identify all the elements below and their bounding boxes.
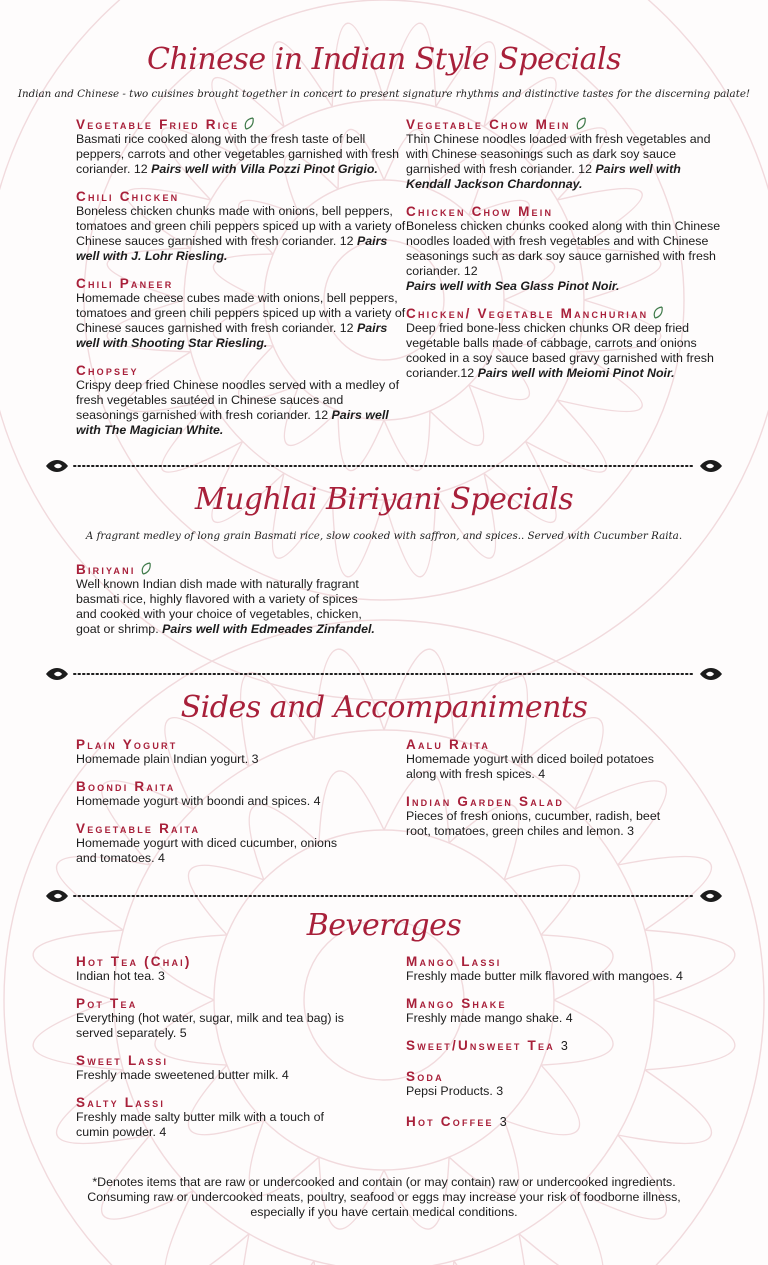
item-name: Vegetable Chow Mein — [406, 117, 571, 132]
wine-pairing: Pairs well with J. Lohr Riesling. — [76, 234, 388, 263]
menu-item — [406, 204, 726, 294]
menu-item — [76, 996, 366, 1041]
menu-item — [76, 189, 406, 264]
menu-item — [406, 954, 736, 984]
item-description: Everything (hot water, sugar, milk and tea bag) is served separately. 5 — [76, 1011, 344, 1040]
item-name: Vegetable Fried Rice — [76, 117, 240, 132]
footnote-line: especially if you have certain medical conditions. — [250, 1205, 518, 1219]
menu-item — [76, 1095, 366, 1140]
item-description: Pepsi Products. 3 — [406, 1084, 504, 1098]
item-description: Boneless chicken chunks cooked along with thin Chinese noodles loaded with fresh vegetables and with Chinese seasonings such as dark soy sauce garnished with fresh coriander. 12 — [406, 219, 721, 278]
item-description: Freshly made mango shake. 4 — [406, 1011, 573, 1025]
beverages-left-column — [76, 954, 366, 1152]
wine-pairing: Pairs well with The Magician White. — [76, 408, 389, 437]
sides-right-column — [406, 737, 686, 851]
chinese-left-column — [76, 117, 406, 450]
item-description: Well known Indian dish made with naturally fragrant basmati rice, highly flavored with a variety of spices and cooked with your choice of vegetables, chicken, goat or shrimp. — [76, 577, 362, 636]
menu-item — [76, 737, 406, 767]
footnote-line: *Denotes items that are raw or undercooked and contain (or may contain) raw or undercooked ingredients. — [92, 1175, 676, 1189]
item-name: Sweet Lassi — [76, 1053, 169, 1068]
menu-item — [406, 1069, 736, 1099]
item-name: Soda — [406, 1069, 444, 1084]
menu-item — [406, 1114, 736, 1130]
item-description: Freshly made sweetened butter milk. 4 — [76, 1068, 289, 1082]
chinese-section-title: Chinese in Indian Style Specials — [146, 42, 622, 77]
item-name: Aalu Raita — [406, 737, 491, 752]
item-description: Homemade cheese cubes made with onions, bell peppers, tomatoes and green chili peppers spiced up with a variety of Chinese sauces garnished with fresh coriander. 12 — [76, 291, 406, 335]
menu-item — [406, 996, 736, 1026]
vegetarian-leaf-icon — [243, 117, 255, 131]
item-name: Boondi Raita — [76, 779, 176, 794]
item-description: Freshly made salty butter milk with a touch of cumin powder. 4 — [76, 1110, 324, 1139]
item-description: Pieces of fresh onions, cucumber, radish, beet root, tomatoes, green chiles and lemon. 3 — [406, 809, 661, 838]
biriyani-column — [76, 562, 376, 649]
item-name: Hot Tea (Chai) — [76, 954, 192, 969]
menu-item — [406, 117, 726, 192]
sides-section-title: Sides and Accompaniments — [180, 690, 588, 725]
menu-item — [76, 779, 406, 809]
item-name: Biriyani — [76, 562, 136, 577]
item-name: Chicken/ Vegetable Manchurian — [406, 306, 649, 321]
item-description: Homemade yogurt with diced boiled potatoes along with fresh spices. 4 — [406, 752, 654, 781]
item-name: Indian Garden Salad — [406, 794, 565, 809]
menu-item — [406, 794, 686, 839]
menu-item — [76, 276, 406, 351]
chinese-section-subtitle: Indian and Chinese - two cuisines brought together in concert to present signature rhythms and distinctive tastes for the discerning palate! — [17, 88, 751, 100]
item-name: Salty Lassi — [76, 1095, 166, 1110]
footnote-line: Consuming raw or undercooked meats, poultry, seafood or eggs may increase your risk of foodborne illness, — [87, 1190, 681, 1204]
item-name: Pot Tea — [76, 996, 138, 1011]
beverages-right-column — [406, 954, 736, 1142]
item-description: Freshly made butter milk flavored with mangoes. 4 — [406, 969, 683, 983]
item-name: Sweet/Unsweet Tea — [406, 1038, 555, 1053]
item-description: Basmati rice cooked along with the fresh taste of bell peppers, carrots and other vegetables garnished with fresh coriander. 12 — [76, 132, 400, 176]
item-name: Chili Chicken — [76, 189, 180, 204]
wine-pairing: Pairs well with Shooting Star Riesling. — [76, 321, 388, 350]
item-name: Plain Yogurt — [76, 737, 178, 752]
item-description: Homemade yogurt with diced cucumber, onions and tomatoes. 4 — [76, 836, 338, 865]
beverages-section-title: Beverages — [306, 908, 462, 943]
sides-left-column — [76, 737, 406, 878]
item-price: 3 — [499, 1115, 507, 1129]
vegetarian-leaf-icon — [140, 562, 152, 576]
item-name: Chili Paneer — [76, 276, 174, 291]
menu-item — [406, 737, 686, 782]
menu-item — [406, 1038, 736, 1054]
menu-item — [76, 954, 366, 984]
item-description: Indian hot tea. 3 — [76, 969, 165, 983]
wine-pairing: Pairs well with Edmeades Zinfandel. — [162, 622, 375, 636]
item-name: Mango Shake — [406, 996, 507, 1011]
item-name: Mango Lassi — [406, 954, 502, 969]
vegetarian-leaf-icon — [652, 306, 664, 320]
footnote — [0, 1175, 768, 1220]
ornamental-divider — [44, 665, 724, 683]
ornamental-divider — [44, 887, 724, 905]
menu-item — [76, 1053, 366, 1083]
item-price: 3 — [560, 1039, 568, 1053]
wine-pairing: Pairs well with Kendall Jackson Chardonnay. — [406, 162, 681, 191]
item-name: Chicken Chow Mein — [406, 204, 554, 219]
item-description: Homemade plain Indian yogurt. 3 — [76, 752, 259, 766]
menu-item — [76, 562, 376, 637]
item-description: Deep fried bone-less chicken chunks OR deep fried vegetable balls made of cabbage, carrots and onions cooked in a soy sauce based gravy garnished with fresh coriander.12 — [406, 321, 714, 380]
menu-item — [406, 306, 726, 381]
menu-item — [76, 363, 406, 438]
wine-pairing: Pairs well with Sea Glass Pinot Noir. — [406, 279, 620, 293]
item-description: Thin Chinese noodles loaded with fresh vegetables and with Chinese seasonings such as dark soy sauce garnished with fresh coriander. 12 — [406, 132, 711, 176]
item-description: Boneless chicken chunks made with onions, bell peppers, tomatoes and green chili peppers spiced up with a variety of Chinese sauces garnished with fresh coriander. 12 — [76, 204, 406, 248]
ornamental-divider — [44, 457, 724, 475]
biriyani-section-title: Mughlai Biriyani Specials — [194, 482, 574, 517]
menu-item — [76, 821, 406, 866]
vegetarian-leaf-icon — [575, 117, 587, 131]
item-name: Chopsey — [76, 363, 139, 378]
item-description: Homemade yogurt with boondi and spices. 4 — [76, 794, 321, 808]
wine-pairing: Pairs well with Villa Pozzi Pinot Grigio. — [151, 162, 378, 176]
item-name: Hot Coffee — [406, 1114, 494, 1129]
item-description: Crispy deep fried Chinese noodles served with a medley of fresh vegetables sautéed in Chinese sauces and seasonings garnished with fresh coriander. 12 — [76, 378, 400, 422]
item-name: Vegetable Raita — [76, 821, 201, 836]
biriyani-section-subtitle: A fragrant medley of long grain Basmati rice, slow cooked with saffron, and spices.. Served with Cucumber Raita. — [85, 530, 683, 542]
menu-item — [76, 117, 406, 177]
chinese-right-column — [406, 117, 726, 393]
wine-pairing: Pairs well with Meiomi Pinot Noir. — [477, 366, 675, 380]
